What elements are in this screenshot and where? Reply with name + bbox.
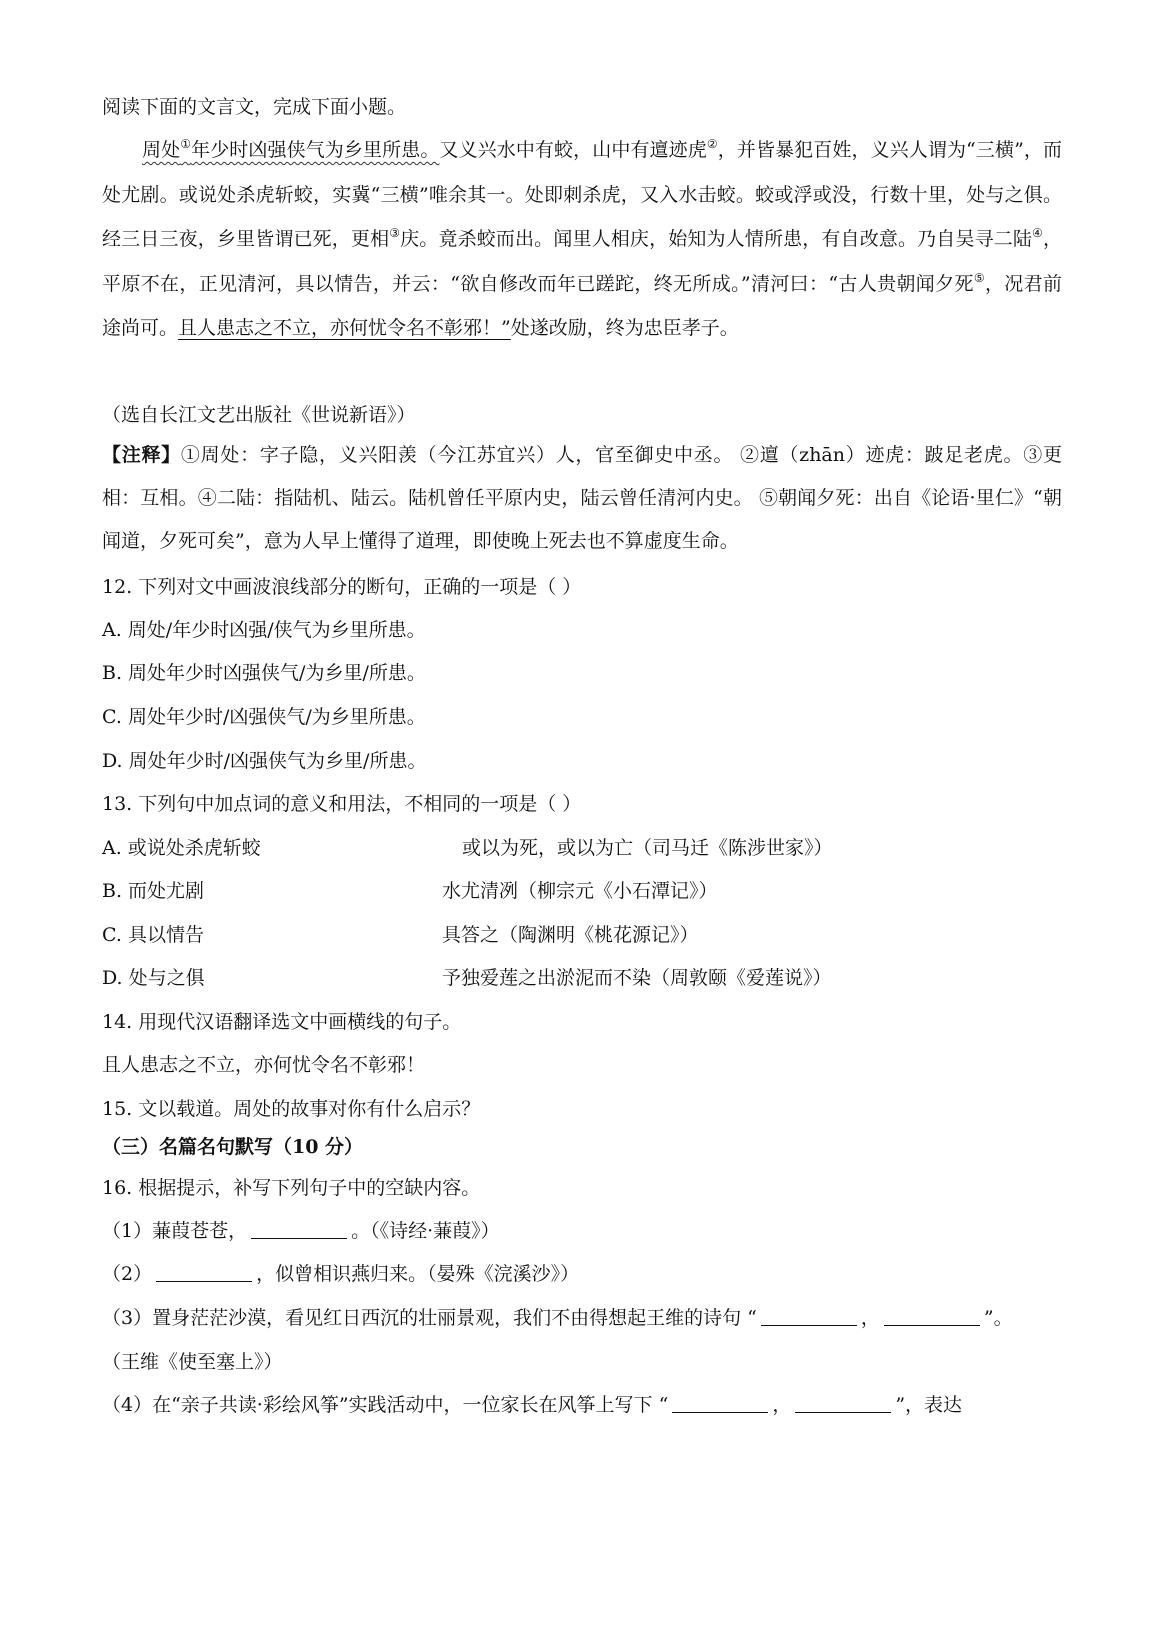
q12-option-b: B. 周处年少时凶强侠气/为乡里/所患。 (102, 662, 426, 684)
q16-item-3: （3）置身茫茫沙漠，看见红日西沉的壮丽景观，我们不由得想起王维的诗句 “ ， ”。 (102, 1307, 1013, 1329)
classical-passage (102, 128, 1062, 351)
footnote-mark: ② (706, 137, 718, 151)
q16-item-4: （4）在“亲子共读·彩绘风筝”实践活动中，一位家长在风筝上写下 “ ， ”，表达 (102, 1394, 963, 1416)
passage-paragraph: 周处①年少时凶强侠气为乡里所患。又义兴水中有蛟，山中有邅迹虎②，并皆暴犯百姓，义兴人谓为“三横”，而处尤剧。或说处杀虎斩蛟，实冀“三横”唯余其一。处即刺杀虎，又入水击蛟。蛟或浮或没，行数十里，处与之俱。经三日三夜，乡里皆谓已死，更相③庆。竟杀蛟而出。闻里人相庆，始知为人情所患，有自改意。乃自吴寻二陆④，平原不在，正见清河，具以情告，并云：“欲自修改而年已蹉跎，终无所成。”清河曰：“古人贵朝闻夕死⑤，况君前途尚可。且人患志之不立，亦何忧令名不彰邪！”处遂改励，终为忠臣孝子。 (102, 137, 1062, 339)
footnote-mark: ③ (389, 226, 401, 240)
q16-item-3-source: （王维《使至塞上》） (102, 1351, 283, 1373)
q14-sentence: 且人患志之不立，亦何忧令名不彰邪！ (102, 1054, 426, 1076)
q12-option-d: D. 周处年少时/凶强侠气为乡里/所患。 (102, 750, 427, 772)
q13-option-c: C. 具以情告 (102, 924, 204, 946)
question-15-stem: 15. 文以载道。周处的故事对你有什么启示？ (102, 1098, 481, 1120)
question-14-stem: 14. 用现代汉语翻译选文中画横线的句子。 (102, 1011, 462, 1033)
q16-item-1: （1）蒹葭苍苍， 。（《诗经·蒹葭》） (102, 1220, 500, 1242)
reading-instruction: 阅读下面的文言文，完成下面小题。 (102, 96, 407, 118)
answer-blank[interactable] (251, 1220, 347, 1239)
q13-option-b: B. 而处尤剧 (102, 880, 205, 902)
annotations (102, 434, 1062, 563)
answer-blank[interactable] (672, 1394, 768, 1413)
source-citation: （选自长江文艺出版社《世说新语》） (102, 404, 416, 426)
answer-blank[interactable] (156, 1263, 252, 1282)
footnote-mark: ① (180, 137, 192, 151)
annotation-label: 【注释】 (102, 444, 181, 466)
annotation-text: ①周处：字子隐，义兴阳羡（今江苏宜兴）人，官至御史中丞。 ②邅（zhān）迹虎：跛足老虎。③更相：互相。④二陆：指陆机、陆云。陆机曾任平原内史，陆云曾任清河内史。 ⑤朝闻夕死：出自《论语·里仁》“朝闻道，夕死可矣”，意为人早上懂得了道理，即使晚上死去也不算虚度生命。 (102, 444, 1062, 552)
q13-option-d: D. 处与之俱 (102, 967, 205, 989)
answer-blank[interactable] (795, 1394, 891, 1413)
wavy-underlined-segment: 周处①年少时凶强侠气为乡里所患。 (142, 137, 440, 161)
q13-option-c-compare: 具答之（陶渊明《桃花源记》） (442, 924, 699, 946)
answer-blank[interactable] (761, 1307, 857, 1326)
footnote-mark: ⑤ (973, 270, 985, 285)
q12-option-c: C. 周处年少时/凶强侠气/为乡里所患。 (102, 706, 426, 728)
footnote-mark: ④ (1032, 226, 1043, 240)
q13-option-b-compare: 水尤清冽（柳宗元《小石潭记》） (442, 880, 718, 902)
question-12-stem: 12. 下列对文中画波浪线部分的断句，正确的一项是（ ） (102, 576, 582, 598)
section-heading: （三）名篇名句默写（10 分） (102, 1136, 364, 1158)
q13-option-a: A. 或说处杀虎斩蛟 (102, 837, 261, 859)
q13-option-a-compare: 或以为死，或以为亡（司马迁《陈涉世家》） (462, 837, 833, 859)
question-13-stem: 13. 下列句中加点词的意义和用法，不相同的一项是（ ） (102, 793, 582, 815)
answer-blank[interactable] (884, 1307, 980, 1326)
q12-option-a: A. 周处/年少时凶强/侠气为乡里所患。 (102, 619, 426, 641)
q13-option-d-compare: 予独爱莲之出淤泥而不染（周敦颐《爱莲说》） (442, 967, 832, 989)
question-16-stem: 16. 根据提示，补写下列句子中的空缺内容。 (102, 1177, 481, 1199)
underlined-sentence: 且人患志之不立，亦何忧令名不彰邪！” (178, 317, 511, 339)
q16-item-2: （2） ，似曾相识燕归来。（晏殊《浣溪沙》） (102, 1263, 580, 1285)
